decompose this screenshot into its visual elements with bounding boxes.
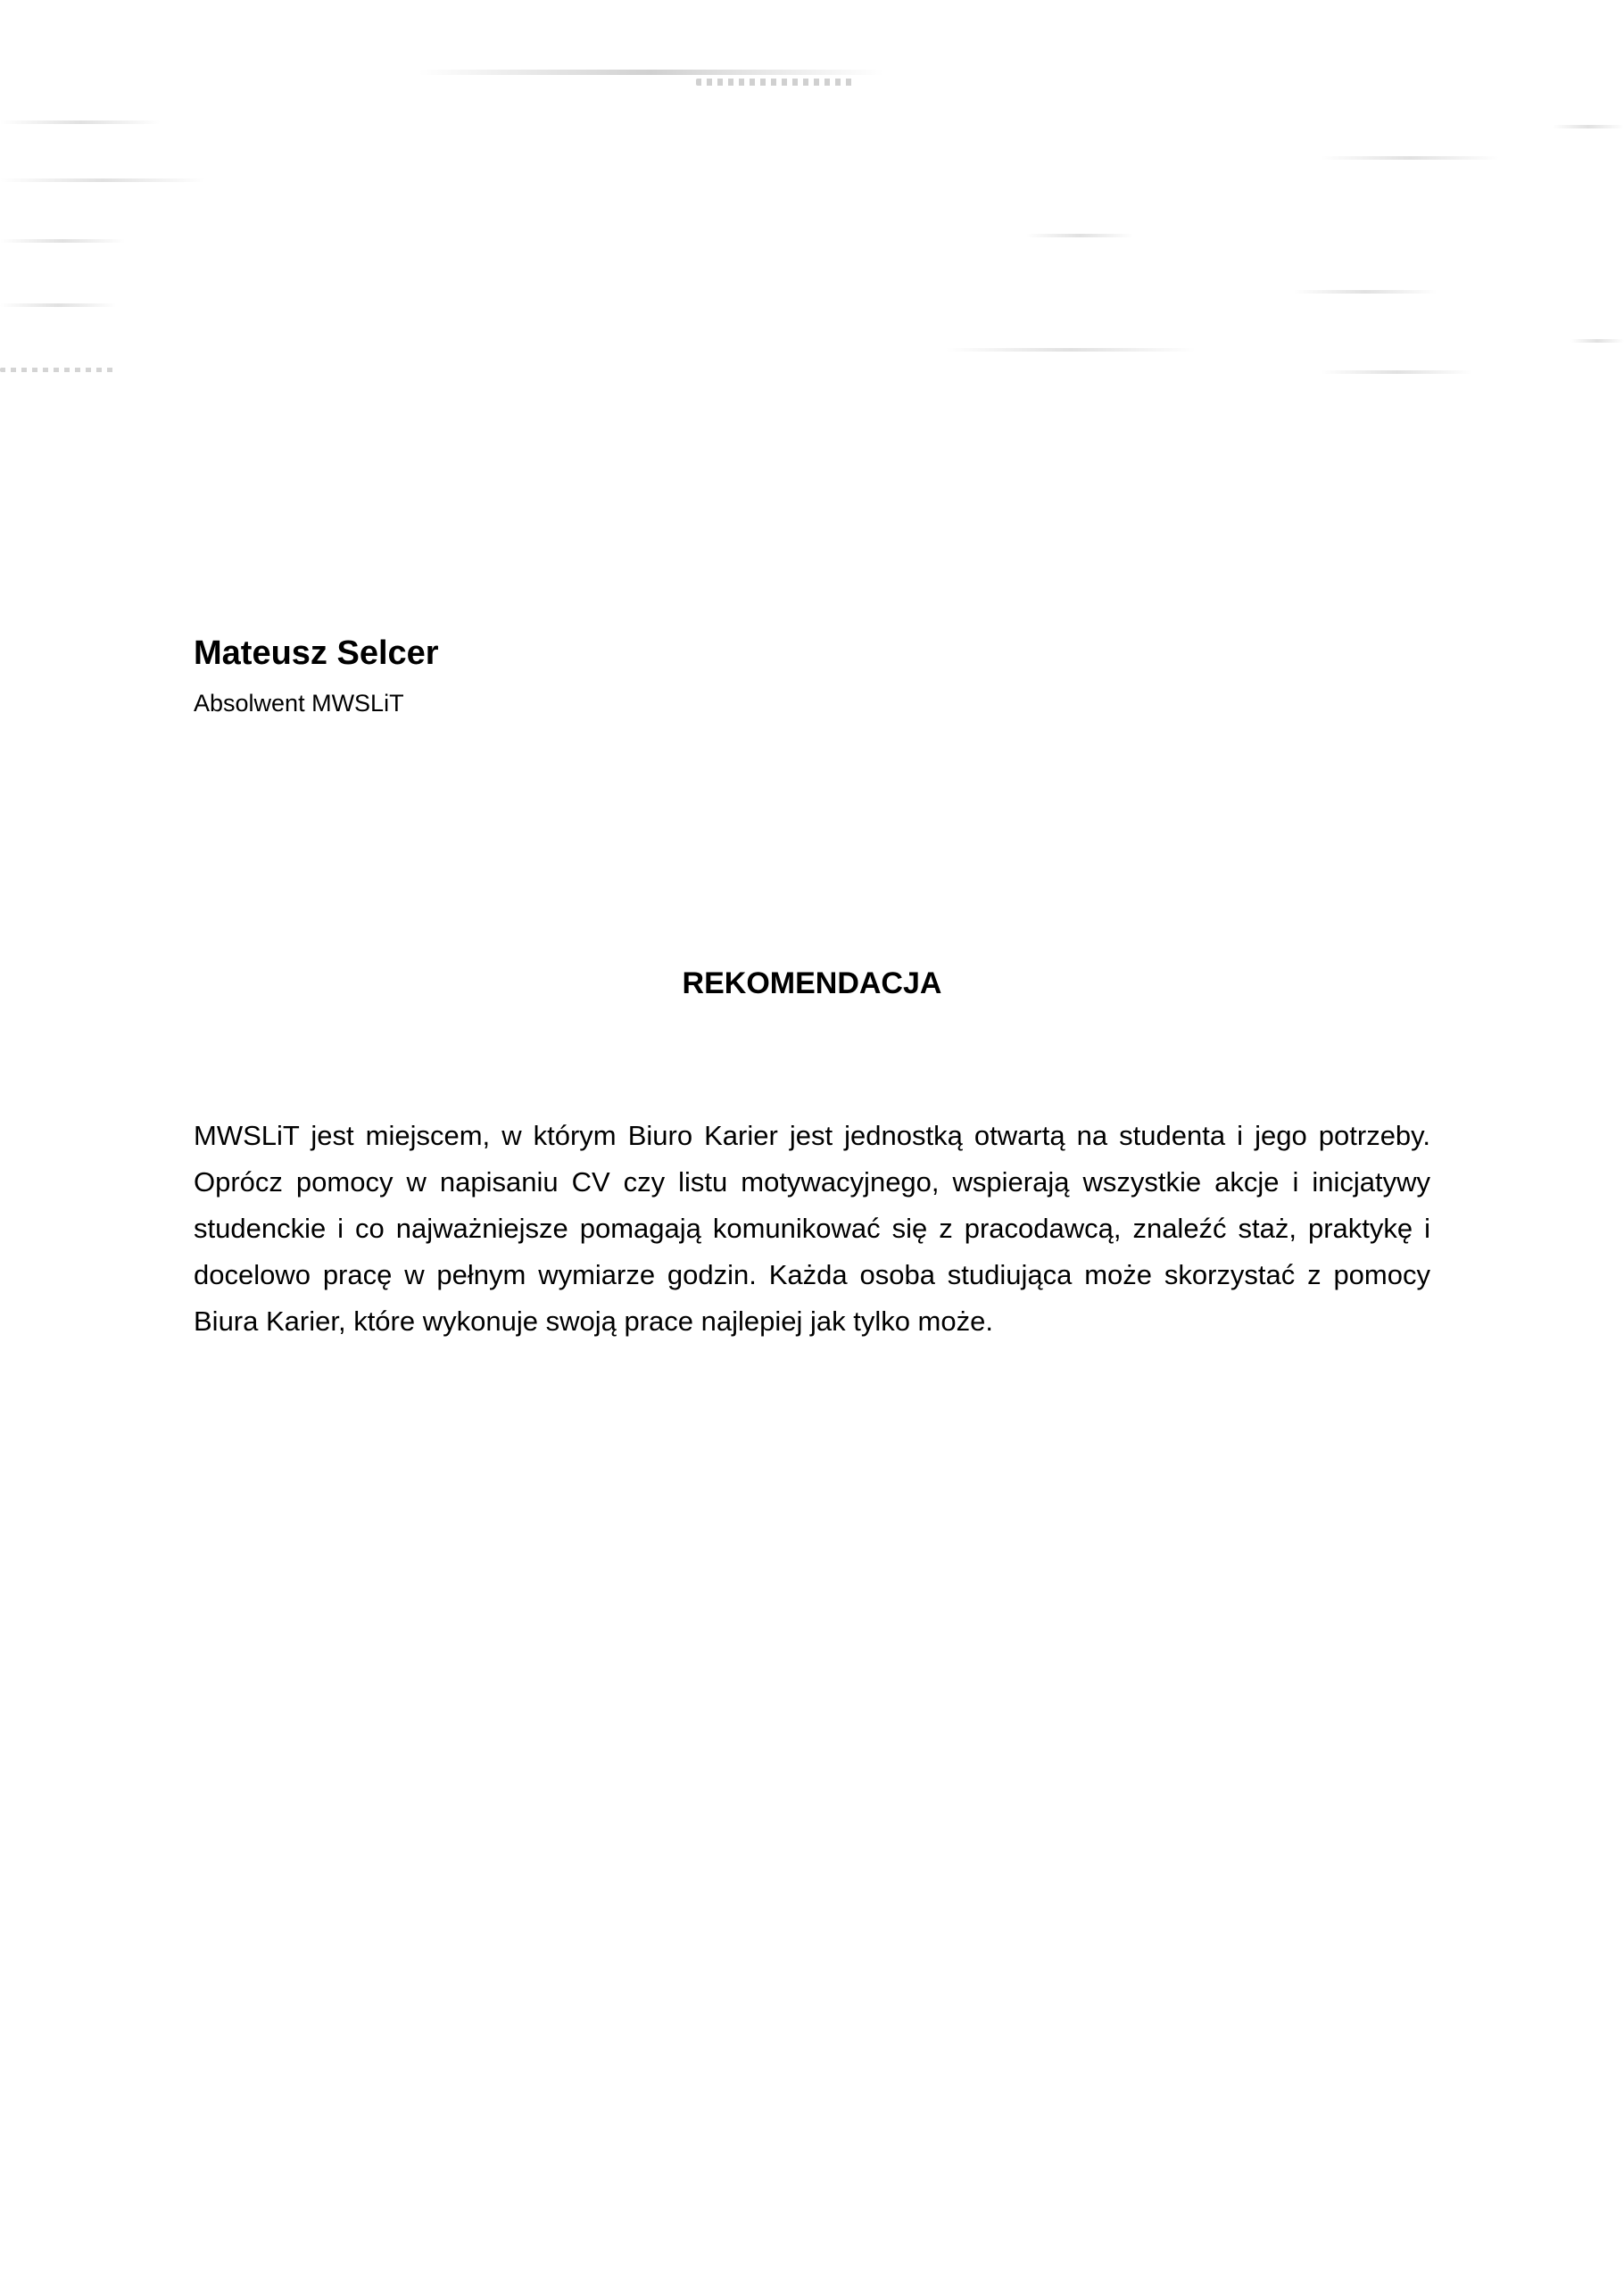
scan-artifact [0,120,161,124]
scan-artifact [0,303,116,307]
scan-artifact [1321,156,1499,160]
scan-artifact [0,239,125,243]
recommendation-text: MWSLiT jest miejscem, w którym Biuro Karier jest jednostką otwartą na studenta i jego potrzeby. Oprócz pomocy w napisaniu CV czy listu motywacyjnego, wspierają wszystkie akcje i inicjatywy studenckie i co najważniejsze pomagają komunikować się z pracodawcą, znaleźć staż, praktykę i docelowo pracę w pełnym wymiarze godzin. Każda osoba studiująca może skorzystać z pomocy Biura Karier, które wykonuje swoją prace najlepiej jak tylko może. [194,1120,1430,1337]
scan-artifact [946,348,1196,352]
scan-artifact [1294,290,1437,294]
scan-artifact [1553,125,1624,128]
author-role: Absolwent MWSLiT [194,690,404,717]
author-name: Mateusz Selcer [194,634,439,672]
scan-artifact [0,368,116,372]
scan-artifact [1321,370,1472,374]
scan-artifact [1026,234,1133,237]
scan-artifact [0,178,205,182]
scan-artifact [1570,339,1624,343]
scan-artifact [696,79,857,86]
scan-artifact [419,70,883,75]
document-title: REKOMENDACJA [682,966,942,1000]
